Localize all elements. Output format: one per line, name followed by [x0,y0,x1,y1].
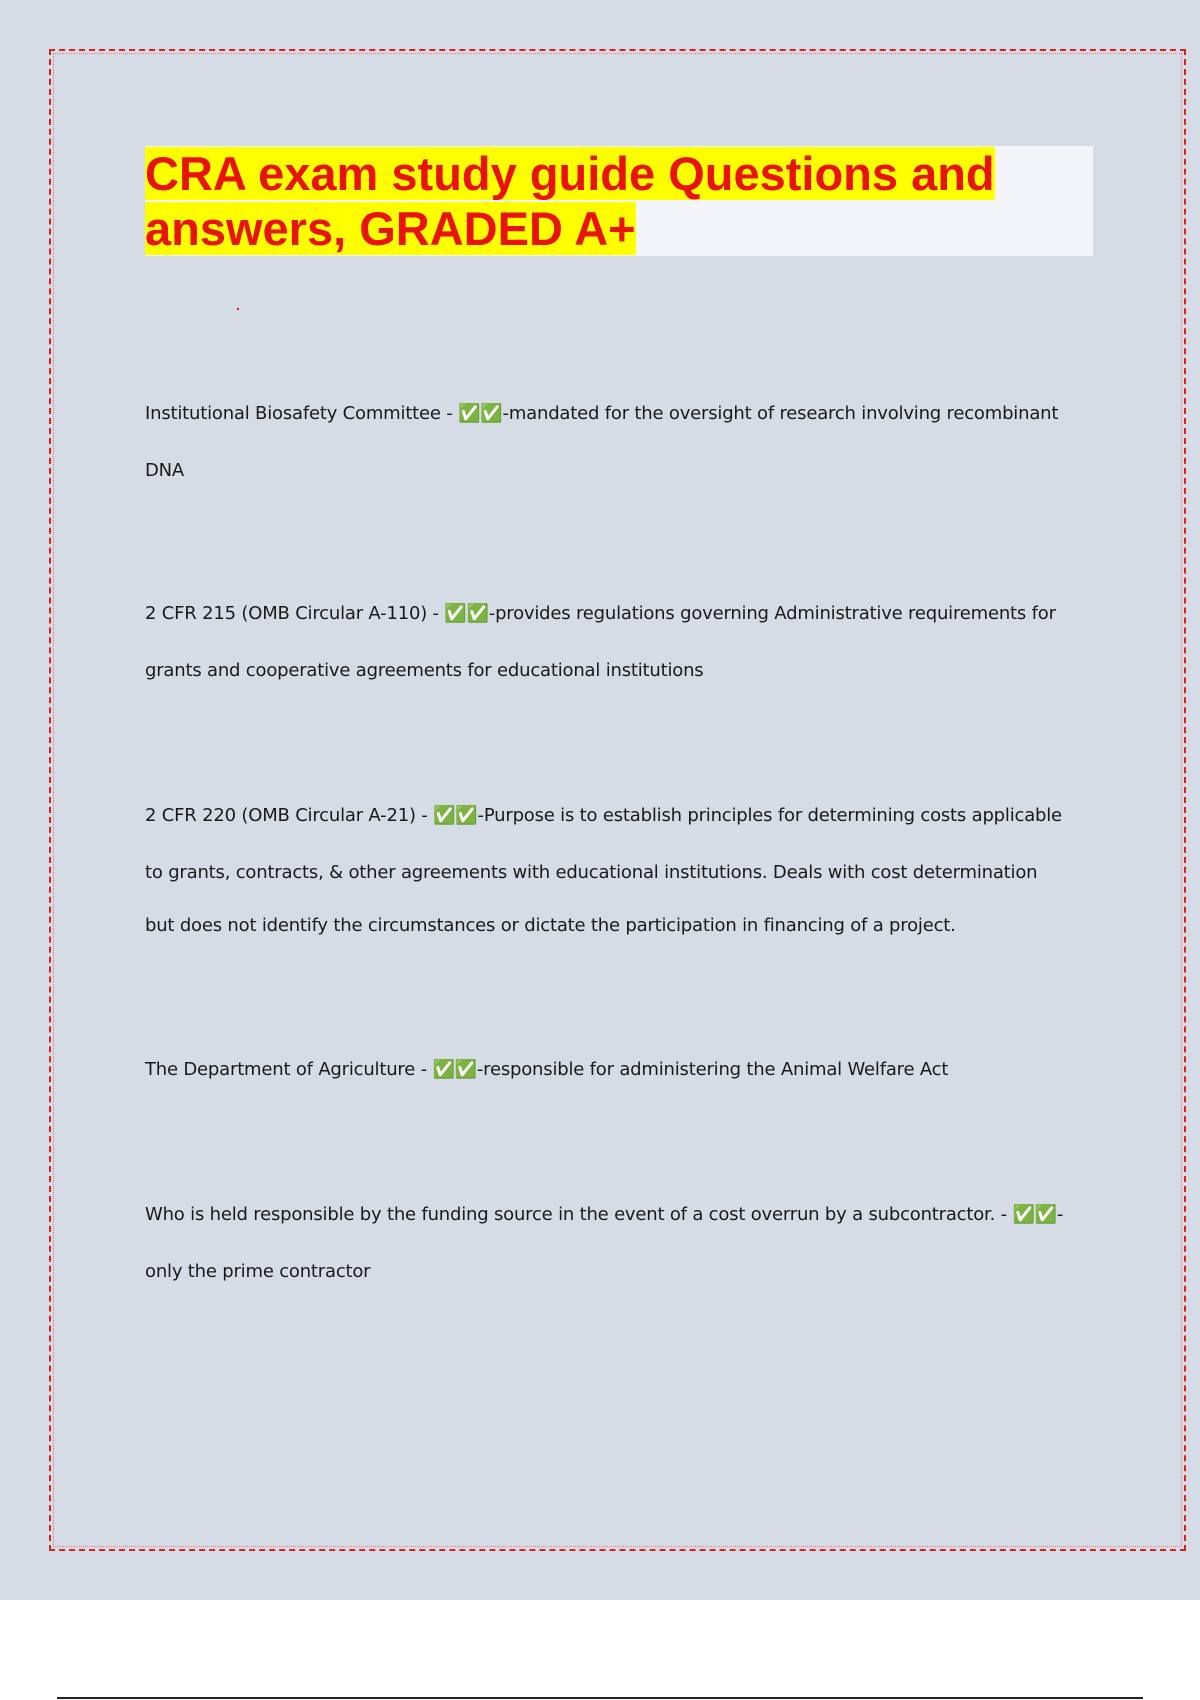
qa-entry-4 [145,1058,1085,1082]
qa-entry-5-line-2: only the prime contractor [145,1261,371,1282]
qa-entry-1-line-1: Institutional Biosafety Committee - ✅✅-mandated for the oversight of research involving recombinant [145,403,1059,424]
footer-rule [57,1697,1143,1699]
document-title-text: CRA exam study guide Questions and answers, GRADED A+ [145,147,995,255]
qa-entry-5-line-1: Who is held responsible by the funding source in the event of a cost overrun by a subcontractor. - ✅✅- [145,1204,1064,1225]
title-block [145,146,1093,256]
qa-entry-3-line-3: but does not identify the circumstances or dictate the participation in financing of a project. [145,915,956,936]
qa-entry-3 [145,804,1085,938]
qa-entry-1 [145,402,1085,483]
qa-entry-2 [145,602,1085,683]
stray-dot [237,308,239,310]
qa-entry-3-line-2: to grants, contracts, & other agreements with educational institutions. Deals with cost determination [145,862,1038,883]
document-title [145,146,1093,256]
qa-entry-4-line-1: The Department of Agriculture - ✅✅-responsible for administering the Animal Welfare Act [145,1059,949,1080]
page-border-inner [53,53,1182,1547]
qa-entry-1-line-2: DNA [145,460,185,481]
qa-entry-3-line-1: 2 CFR 220 (OMB Circular A-21) - ✅✅-Purpose is to establish principles for determining costs applicable [145,805,1062,826]
qa-entry-2-line-2: grants and cooperative agreements for educational institutions [145,660,704,681]
qa-entry-2-line-1: 2 CFR 215 (OMB Circular A-110) - ✅✅-provides regulations governing Administrative requirements for [145,603,1056,624]
qa-entry-5 [145,1203,1085,1284]
